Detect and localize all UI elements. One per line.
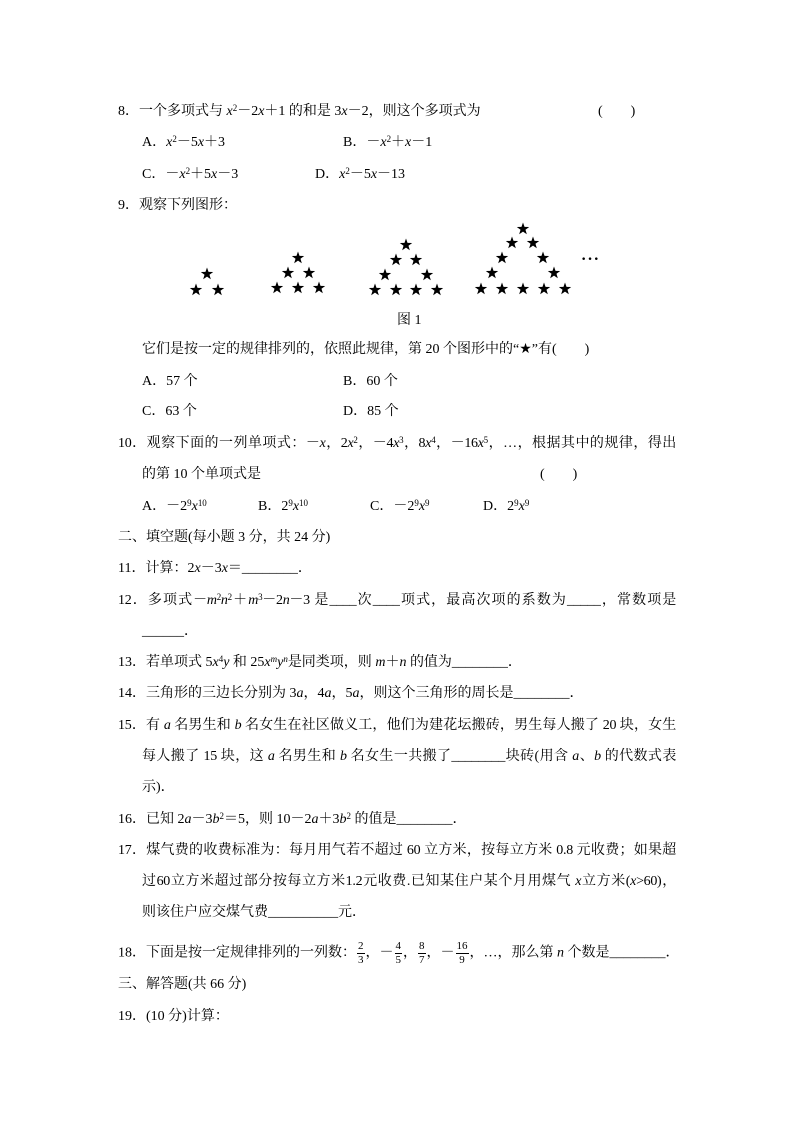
math-variable: x xyxy=(405,135,412,150)
text-run: ，－16 xyxy=(435,436,478,451)
text-run: －1 xyxy=(411,135,433,150)
text-run: －13 xyxy=(377,167,406,182)
star-icon xyxy=(313,282,325,294)
q9-stem: 它们是按一定的规律排列的，依照此规律，第 20 个图形中的“★”有( ) xyxy=(142,342,590,357)
math-variable: x xyxy=(393,436,400,451)
text-run: D． xyxy=(315,167,340,182)
math-variable: x xyxy=(347,436,354,451)
star-icon xyxy=(292,252,304,264)
fraction-denominator: 9 xyxy=(459,954,465,966)
math-variable: y xyxy=(223,655,230,670)
figure-ellipsis: ··· xyxy=(581,251,601,268)
superscript: 2 xyxy=(172,133,177,144)
text-run: ，4 xyxy=(303,686,325,701)
star-icon xyxy=(517,283,529,295)
math-variable: x xyxy=(370,167,378,182)
q9-option-d: D．85 个 xyxy=(343,404,399,419)
text-run: 11．计算：2 xyxy=(118,561,195,576)
star-icon xyxy=(400,239,412,251)
star-icon xyxy=(517,223,529,235)
math-variable: b xyxy=(234,718,242,733)
q9-option-c: C．63 个 xyxy=(142,404,197,419)
star-icon xyxy=(271,282,283,294)
star-icon xyxy=(390,254,402,266)
fraction-numerator: 2 xyxy=(358,940,364,952)
star-icon xyxy=(379,269,391,281)
star-icon xyxy=(431,284,443,296)
figure-caption: 图 1 xyxy=(397,313,422,328)
fraction xyxy=(456,941,469,966)
q15-stem-line-3: 示)． xyxy=(142,780,175,795)
fraction xyxy=(395,941,403,966)
q10-option-a xyxy=(142,497,207,517)
fraction-denominator: 5 xyxy=(395,954,401,966)
star-figure-3 xyxy=(369,239,443,296)
q10-stem-line-1 xyxy=(118,434,676,454)
q9-title: 9．观察下列图形： xyxy=(118,198,237,213)
math-variable: n xyxy=(282,593,290,608)
text-run: ，…，那么第 xyxy=(469,945,557,961)
text-run: C．－2 xyxy=(370,499,415,514)
q8-stem xyxy=(118,102,481,122)
text-run: D．2 xyxy=(483,499,515,514)
text-run: ＋ xyxy=(231,593,249,608)
fraction-denominator: 7 xyxy=(419,954,425,966)
text-run: －5 xyxy=(349,167,371,182)
q17-stem-line-1: 17．煤气费的收费标准为：每月用气若不超过 60 立方米，按每立方米 0.8 元收费；如果超 xyxy=(118,843,676,858)
text-run: －3 是____次____项式，最高次项的系数为_____，常数项是 xyxy=(289,593,676,608)
fraction-denominator: 3 xyxy=(358,954,364,966)
math-variable: a xyxy=(184,812,192,827)
star-icon xyxy=(390,284,402,296)
superscript: 9 xyxy=(187,497,192,508)
q17-stem-line-2 xyxy=(142,872,676,892)
text-run: B．－ xyxy=(343,135,381,150)
fraction-numerator: 4 xyxy=(395,940,401,952)
star-icon xyxy=(527,237,539,249)
math-variable: m xyxy=(206,593,217,608)
text-run: ＋1 的和是 3 xyxy=(264,104,342,119)
math-variable: x xyxy=(341,104,348,119)
text-run: －2 xyxy=(262,593,283,608)
superscript: 2 xyxy=(346,810,351,821)
math-variable: x xyxy=(630,874,637,889)
math-variable: x xyxy=(258,104,265,119)
superscript: 3 xyxy=(399,434,404,445)
superscript: 2 xyxy=(386,133,392,144)
q18-stem xyxy=(118,940,680,966)
q13-stem xyxy=(118,653,522,673)
superscript: 2 xyxy=(345,165,350,176)
text-run: 名女生一共搬了________块砖(用含 xyxy=(346,749,573,764)
superscript: 2 xyxy=(353,434,358,445)
text-run: C．－ xyxy=(142,167,180,182)
text-run: －3 xyxy=(191,812,213,827)
math-variable: x xyxy=(518,499,525,514)
text-run: －2 xyxy=(237,104,259,119)
q15-stem-line-1 xyxy=(118,716,676,736)
star-figure-2 xyxy=(271,252,325,294)
q9-option-b: B．60 个 xyxy=(343,374,398,389)
math-variable: n xyxy=(557,945,564,961)
text-run: ，5 xyxy=(331,686,353,701)
math-variable: x xyxy=(418,499,426,514)
math-variable: a xyxy=(267,749,275,764)
superscript: 3 xyxy=(258,591,263,602)
superscript: n xyxy=(283,653,288,664)
section-heading-fill-in: 二、填空题(每小题 3 分，共 24 分) xyxy=(118,530,331,545)
text-run: ＋3 xyxy=(204,135,226,150)
text-run: ，…，根据其中的规律，得出 xyxy=(487,436,676,451)
superscript: 5 xyxy=(483,434,488,445)
text-run: 和 25 xyxy=(229,655,265,670)
superscript: 9 xyxy=(288,497,293,508)
math-variable: b xyxy=(212,812,220,827)
math-variable: y xyxy=(277,655,284,670)
math-variable: m xyxy=(248,593,259,608)
text-run: 名女生在社区做义工，他们为建花坛搬砖，男生每人搬了 20 块，女生 xyxy=(241,718,677,733)
star-icon xyxy=(410,284,422,296)
math-variable: a xyxy=(572,749,579,764)
star-icon xyxy=(475,283,487,295)
star-icon xyxy=(201,268,213,280)
math-variable: x xyxy=(197,135,205,150)
text-run: 个数是________． xyxy=(564,945,680,961)
math-variable: x xyxy=(211,167,218,182)
superscript: 2 xyxy=(185,165,191,176)
star-icon xyxy=(506,237,518,249)
math-variable: b xyxy=(340,749,347,764)
math-variable: n xyxy=(220,593,228,608)
superscript: 2 xyxy=(219,810,224,821)
math-variable: x xyxy=(292,499,300,514)
text-run: ，－ xyxy=(365,945,394,961)
math-variable: x xyxy=(221,561,228,576)
text-run: －3 xyxy=(200,561,222,576)
fraction-numerator: 8 xyxy=(419,940,425,952)
star-icon xyxy=(421,269,433,281)
fraction-numerator: 16 xyxy=(456,940,468,952)
text-run: －5 xyxy=(176,135,198,150)
star-figure-1 xyxy=(190,268,224,296)
star-icon xyxy=(537,252,549,264)
star-pattern-figure xyxy=(0,215,794,305)
text-run: ，8 xyxy=(403,436,426,451)
q19-stem: 19．(10 分)计算： xyxy=(118,1009,229,1024)
star-icon xyxy=(190,284,202,296)
math-variable: x xyxy=(319,436,326,451)
star-icon xyxy=(559,283,571,295)
math-variable: x xyxy=(264,655,271,670)
q10-answer-bracket: ( ) xyxy=(540,467,578,482)
text-run: ＝________． xyxy=(227,561,312,576)
text-run: 12．多项式－ xyxy=(118,593,207,608)
text-run: >60)， xyxy=(636,874,676,889)
math-variable: x xyxy=(179,167,186,182)
q11-stem xyxy=(118,559,312,579)
text-run: －3 xyxy=(217,167,239,182)
q8-option-c xyxy=(142,165,238,185)
text-run: ，－4 xyxy=(357,436,394,451)
math-variable: x xyxy=(425,436,432,451)
text-run: 过60立方米超过部分按每立方米1.2元收费.已知某住户某个月用煤气 xyxy=(142,874,576,889)
superscript: 2 xyxy=(227,591,232,602)
math-variable: x xyxy=(191,499,198,514)
star-figure-4 xyxy=(475,223,571,295)
superscript: 10 xyxy=(197,497,207,508)
q15-stem-line-2 xyxy=(142,747,676,767)
math-variable: a xyxy=(352,686,360,701)
text-run: ＝5，则 10－2 xyxy=(223,812,312,827)
superscript: 4 xyxy=(431,434,436,445)
math-variable: x xyxy=(226,104,233,119)
superscript: 2 xyxy=(216,591,221,602)
q10-option-c xyxy=(370,497,430,517)
star-icon xyxy=(486,267,498,279)
text-run: 的代数式表 xyxy=(600,749,677,764)
text-run: 14．三角形的三边长分别为 3 xyxy=(118,686,297,701)
math-variable: a xyxy=(324,686,332,701)
q8-answer-bracket: ( ) xyxy=(598,104,636,119)
text-run: ，则这个三角形的周长是________． xyxy=(359,686,584,701)
star-icon xyxy=(212,284,224,296)
q8-option-d xyxy=(315,165,405,185)
star-icon xyxy=(292,282,304,294)
superscript: 9 xyxy=(425,497,430,508)
q8-option-a xyxy=(142,133,225,153)
text-run: ＋ xyxy=(385,655,400,670)
q16-stem xyxy=(118,810,466,830)
superscript: 2 xyxy=(232,102,238,113)
q14-stem xyxy=(118,684,584,704)
q10-option-d xyxy=(483,497,529,517)
math-variable: x xyxy=(339,167,346,182)
fraction xyxy=(357,941,365,966)
text-run: 立方米( xyxy=(581,874,631,889)
math-variable: b xyxy=(339,812,347,827)
text-run: 名男生和 xyxy=(170,718,235,733)
text-run: 15．有 xyxy=(118,718,164,733)
text-run: ＋3 xyxy=(318,812,340,827)
text-run: ＋5 xyxy=(190,167,212,182)
text-run: 每人搬了 15 块，这 xyxy=(142,749,268,764)
math-variable: m xyxy=(375,655,386,670)
star-icon xyxy=(410,254,422,266)
star-icon xyxy=(282,267,294,279)
star-icon xyxy=(369,284,381,296)
text-run: ，2 xyxy=(325,436,348,451)
text-run: 是同类项，则 xyxy=(287,655,376,670)
star-icon xyxy=(303,267,315,279)
text-run: 的值为________． xyxy=(406,655,522,670)
star-icon xyxy=(496,283,508,295)
text-run: ＋ xyxy=(391,135,406,150)
star-icon xyxy=(496,252,508,264)
text-run: 名男生和 xyxy=(274,749,341,764)
text-run: 10．观察下面的一列单项式：－ xyxy=(118,436,320,451)
star-icon xyxy=(548,267,560,279)
text-run: B．2 xyxy=(258,499,289,514)
text-run: A． xyxy=(142,135,167,150)
q9-option-a: A．57 个 xyxy=(142,374,198,389)
q12-stem-line-2: ______． xyxy=(142,624,198,639)
q8-option-b xyxy=(343,133,432,153)
superscript: 9 xyxy=(524,497,530,508)
superscript: 9 xyxy=(414,497,419,508)
math-variable: n xyxy=(399,655,407,670)
text-run: 8．一个多项式与 xyxy=(118,104,227,119)
text-run: ，－ xyxy=(426,945,455,961)
math-variable: a xyxy=(311,812,319,827)
q12-stem-line-1 xyxy=(118,591,676,611)
superscript: 9 xyxy=(514,497,519,508)
math-variable: x xyxy=(212,655,219,670)
math-variable: x xyxy=(166,135,173,150)
superscript: m xyxy=(270,653,278,664)
text-run: A．－2 xyxy=(142,499,188,514)
math-variable: x xyxy=(194,561,201,576)
superscript: 4 xyxy=(218,653,224,664)
superscript: 10 xyxy=(299,497,308,508)
q10-stem-line-2: 的第 10 个单项式是 xyxy=(142,467,261,482)
text-run: 、 xyxy=(579,749,595,764)
text-run: 18．下面是按一定规律排列的一列数： xyxy=(118,945,356,961)
text-run: 16．已知 2 xyxy=(118,812,185,827)
section-heading-solutions: 三、解答题(共 66 分) xyxy=(118,977,247,992)
math-variable: a xyxy=(296,686,304,701)
math-variable: x xyxy=(477,436,484,451)
math-variable: x xyxy=(380,135,387,150)
fraction xyxy=(418,941,426,966)
math-variable: a xyxy=(163,718,171,733)
text-run: ， xyxy=(403,945,417,961)
text-run: 的值是________． xyxy=(350,812,467,827)
star-icon xyxy=(538,283,550,295)
math-variable: b xyxy=(594,749,601,764)
q17-stem-line-3: 则该住户应交煤气费__________元． xyxy=(142,905,366,920)
text-run: 13．若单项式 5 xyxy=(118,655,213,670)
text-run: －2，则这个多项式为 xyxy=(347,104,481,119)
q10-option-b xyxy=(258,497,308,517)
math-variable: x xyxy=(575,874,582,889)
